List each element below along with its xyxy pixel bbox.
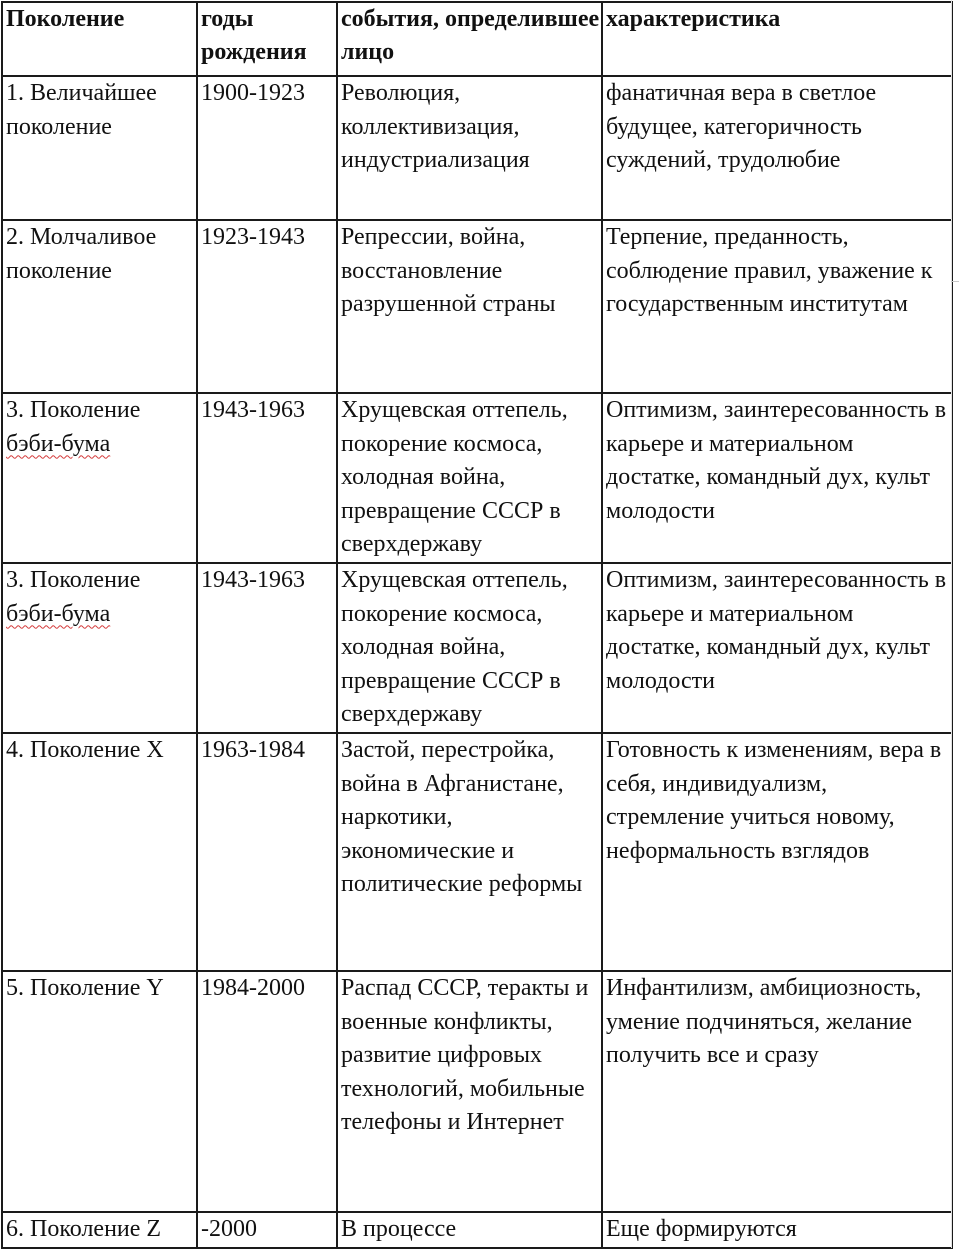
generation-cell [2, 971, 197, 1212]
generation-name: Поколение Y [30, 975, 164, 1001]
generation-cell [2, 733, 197, 971]
events-cell: Распад СССР, теракты и военные конфликты, развитие цифровых технологий, мобильные телефоны и Интернет [337, 971, 602, 1212]
generation-cell [2, 220, 197, 393]
generation-number: 3. [6, 397, 24, 423]
generation-number: 3. [6, 567, 24, 593]
years-cell: -2000 [197, 1212, 337, 1248]
generation-name: Поколение X [30, 737, 164, 763]
generation-cell [2, 563, 197, 733]
traits-cell: Еще формируются [602, 1212, 952, 1248]
years-cell: 1963-1984 [197, 733, 337, 971]
traits-cell: Терпение, преданность, соблюдение правил, уважение к государственным институтам [602, 220, 952, 393]
table-row [2, 393, 952, 563]
events-cell: Революция, коллективизация, индустриализация [337, 76, 602, 220]
generation-cell [2, 393, 197, 563]
events-cell: Репрессии, война, восстановление разрушенной страны [337, 220, 602, 393]
table-row [2, 1212, 952, 1248]
years-cell: 1900-1923 [197, 76, 337, 220]
events-cell: Застой, перестройка, война в Афганистане, наркотики, экономические и политические реформы [337, 733, 602, 971]
years-cell: 1984-2000 [197, 971, 337, 1212]
generation-cell [2, 76, 197, 220]
generation-name-spellcheck: бэби-бума [6, 600, 111, 627]
traits-cell: Готовность к изменениям, вера в себя, индивидуализм, стремление учиться новому, неформальность взглядов [602, 733, 952, 971]
header-traits: характеристика [602, 2, 952, 76]
generation-name: Поколение [30, 567, 141, 593]
years-cell: 1943-1963 [197, 563, 337, 733]
generation-number: 6. [6, 1216, 24, 1242]
generation-name-spellcheck: бэби-бума [6, 430, 111, 457]
sheet-gridline [951, 0, 952, 1248]
generation-cell [2, 1212, 197, 1248]
events-cell: Хрущевская оттепель, покорение космоса, холодная война, превращение СССР в сверхдержаву [337, 393, 602, 563]
generations-table [1, 1, 953, 1249]
events-cell: Хрущевская оттепель, покорение космоса, холодная война, превращение СССР в сверхдержаву [337, 563, 602, 733]
generation-name: Поколение [30, 397, 141, 423]
traits-cell: фанатичная вера в светлое будущее, категоричность суждений, трудолюбие [602, 76, 952, 220]
header-birth-years: годы рождения [197, 2, 337, 76]
generation-name: Молчаливое поколение [6, 224, 157, 284]
header-row [2, 2, 952, 76]
sheet-gridline [951, 281, 959, 282]
traits-cell: Оптимизм, заинтересованность в карьере и материальном достатке, командный дух, культ молодости [602, 393, 952, 563]
generation-number: 2. [6, 224, 24, 250]
table-row [2, 76, 952, 220]
table-row [2, 733, 952, 971]
header-generation: Поколение [2, 2, 197, 76]
header-events: события, определившее лицо [337, 2, 602, 76]
traits-cell: Оптимизм, заинтересованность в карьере и материальном достатке, командный дух, культ молодости [602, 563, 952, 733]
table-row [2, 220, 952, 393]
table-row [2, 563, 952, 733]
generation-name: Величайшее поколение [6, 80, 157, 140]
generation-number: 1. [6, 80, 24, 106]
generation-number: 5. [6, 975, 24, 1001]
table-row [2, 971, 952, 1212]
generation-name: Поколение Z [30, 1216, 162, 1242]
years-cell: 1943-1963 [197, 393, 337, 563]
events-cell: В процессе [337, 1212, 602, 1248]
generation-number: 4. [6, 737, 24, 763]
years-cell: 1923-1943 [197, 220, 337, 393]
traits-cell: Инфантилизм, амбициозность, умение подчиняться, желание получить все и сразу [602, 971, 952, 1212]
